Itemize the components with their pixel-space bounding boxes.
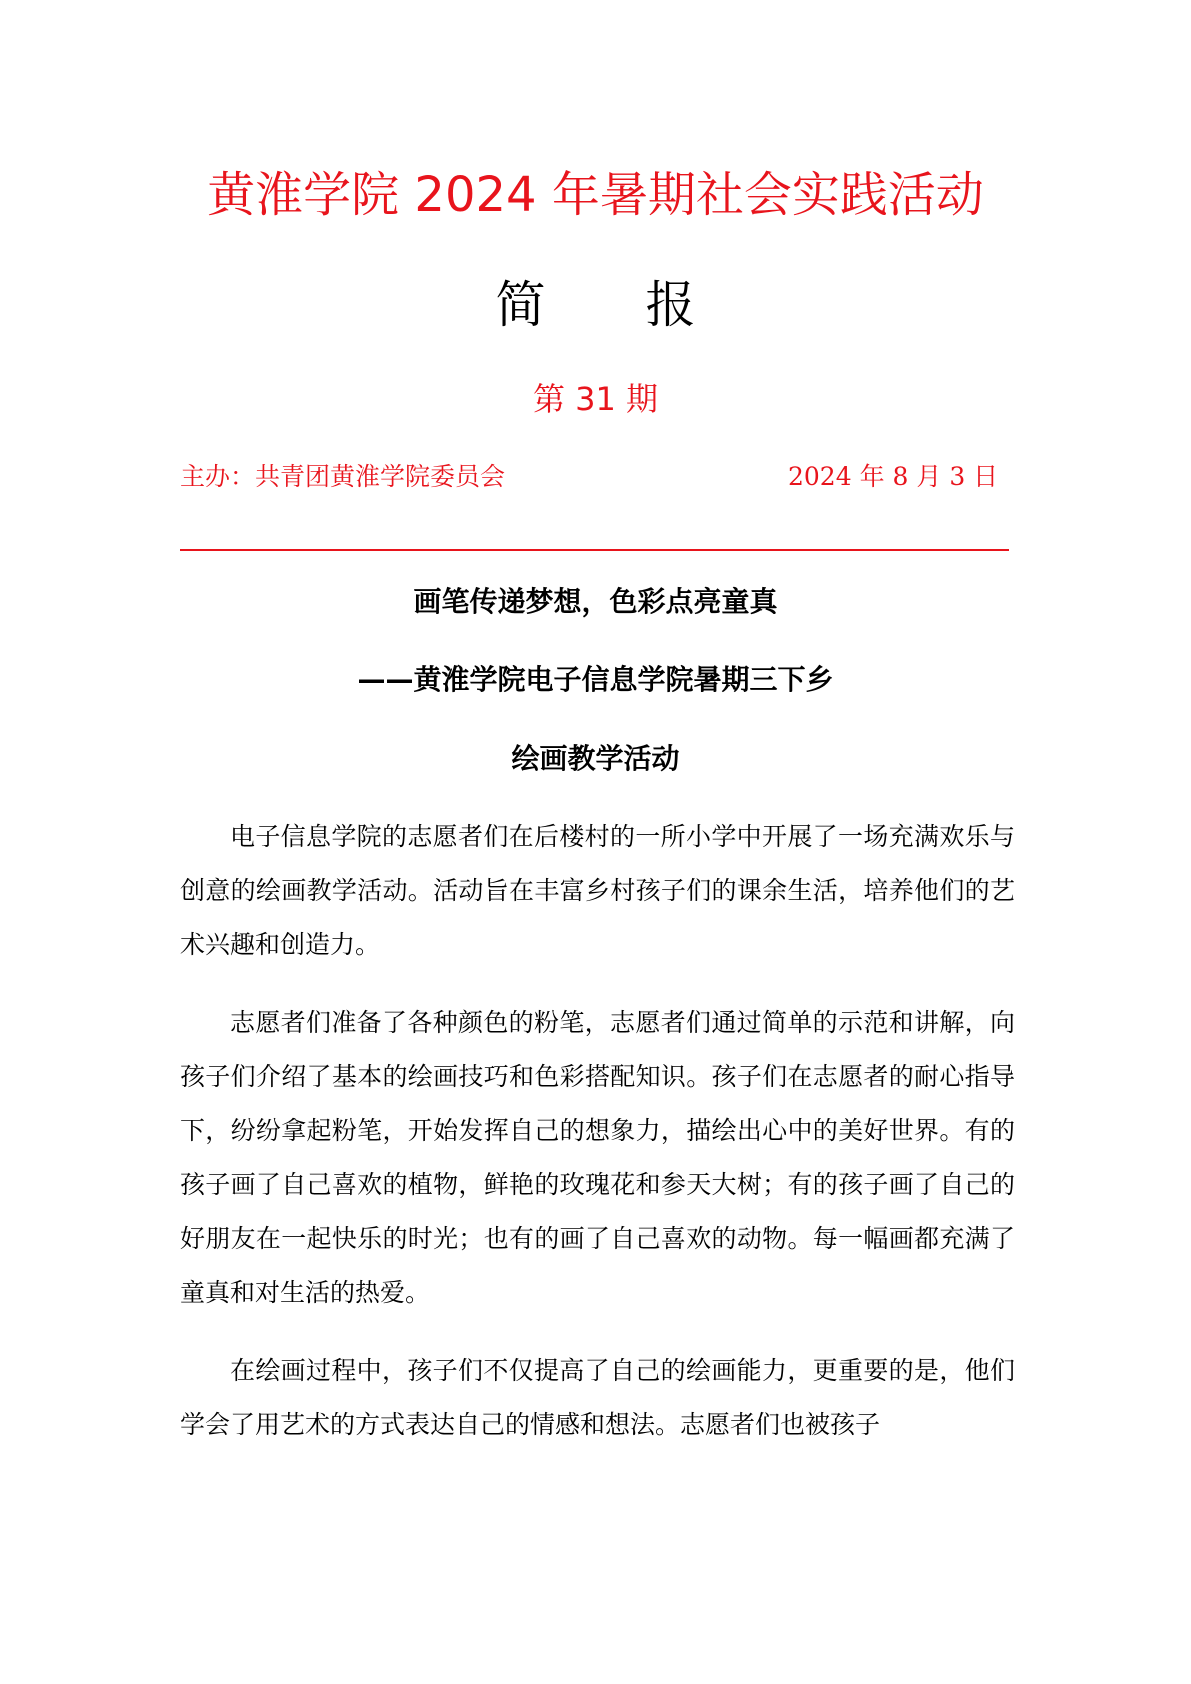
article-subtitle-continued: 绘画教学活动 — [511, 742, 680, 775]
meta-row — [180, 457, 1000, 497]
header-divider — [180, 549, 1009, 551]
sponsor-label: 主办：共青团黄淮学院委员会 — [180, 462, 506, 491]
issue-number: 第 31 期 — [532, 380, 659, 418]
bulletin-subtitle: 简 报 — [495, 276, 696, 334]
paragraph: 电子信息学院的志愿者们在后楼村的一所小学中开展了一场充满欢乐与创意的绘画教学活动。活动旨在丰富乡村孩子们的课余生活，培养他们的艺术兴趣和创造力。 — [180, 822, 1015, 959]
article-subtitle: ——黄淮学院电子信息学院暑期三下乡 — [357, 663, 834, 696]
paragraph: 在绘画过程中，孩子们不仅提高了自己的绘画能力，更重要的是，他们学会了用艺术的方式表达自己的情感和想法。志愿者们也被孩子 — [180, 1356, 1015, 1439]
publish-date: 2024 年 8 月 3 日 — [788, 462, 999, 491]
bulletin-title: 黄淮学院 2024 年暑期社会实践活动 — [207, 167, 984, 223]
article-title: 画笔传递梦想，色彩点亮童真 — [413, 585, 778, 618]
paragraph: 志愿者们准备了各种颜色的粉笔，志愿者们通过简单的示范和讲解，向孩子们介绍了基本的绘画技巧和色彩搭配知识。孩子们在志愿者的耐心指导下，纷纷拿起粉笔，开始发挥自己的想象力，描绘出心中的美好世界。有的孩子画了自己喜欢的植物，鲜艳的玫瑰花和参天大树；有的孩子画了自己的好朋友在一起快乐的时光；也有的画了自己喜欢的动物。每一幅画都充满了童真和对生活的热爱。 — [180, 1008, 1015, 1307]
article-body — [180, 810, 1015, 1476]
